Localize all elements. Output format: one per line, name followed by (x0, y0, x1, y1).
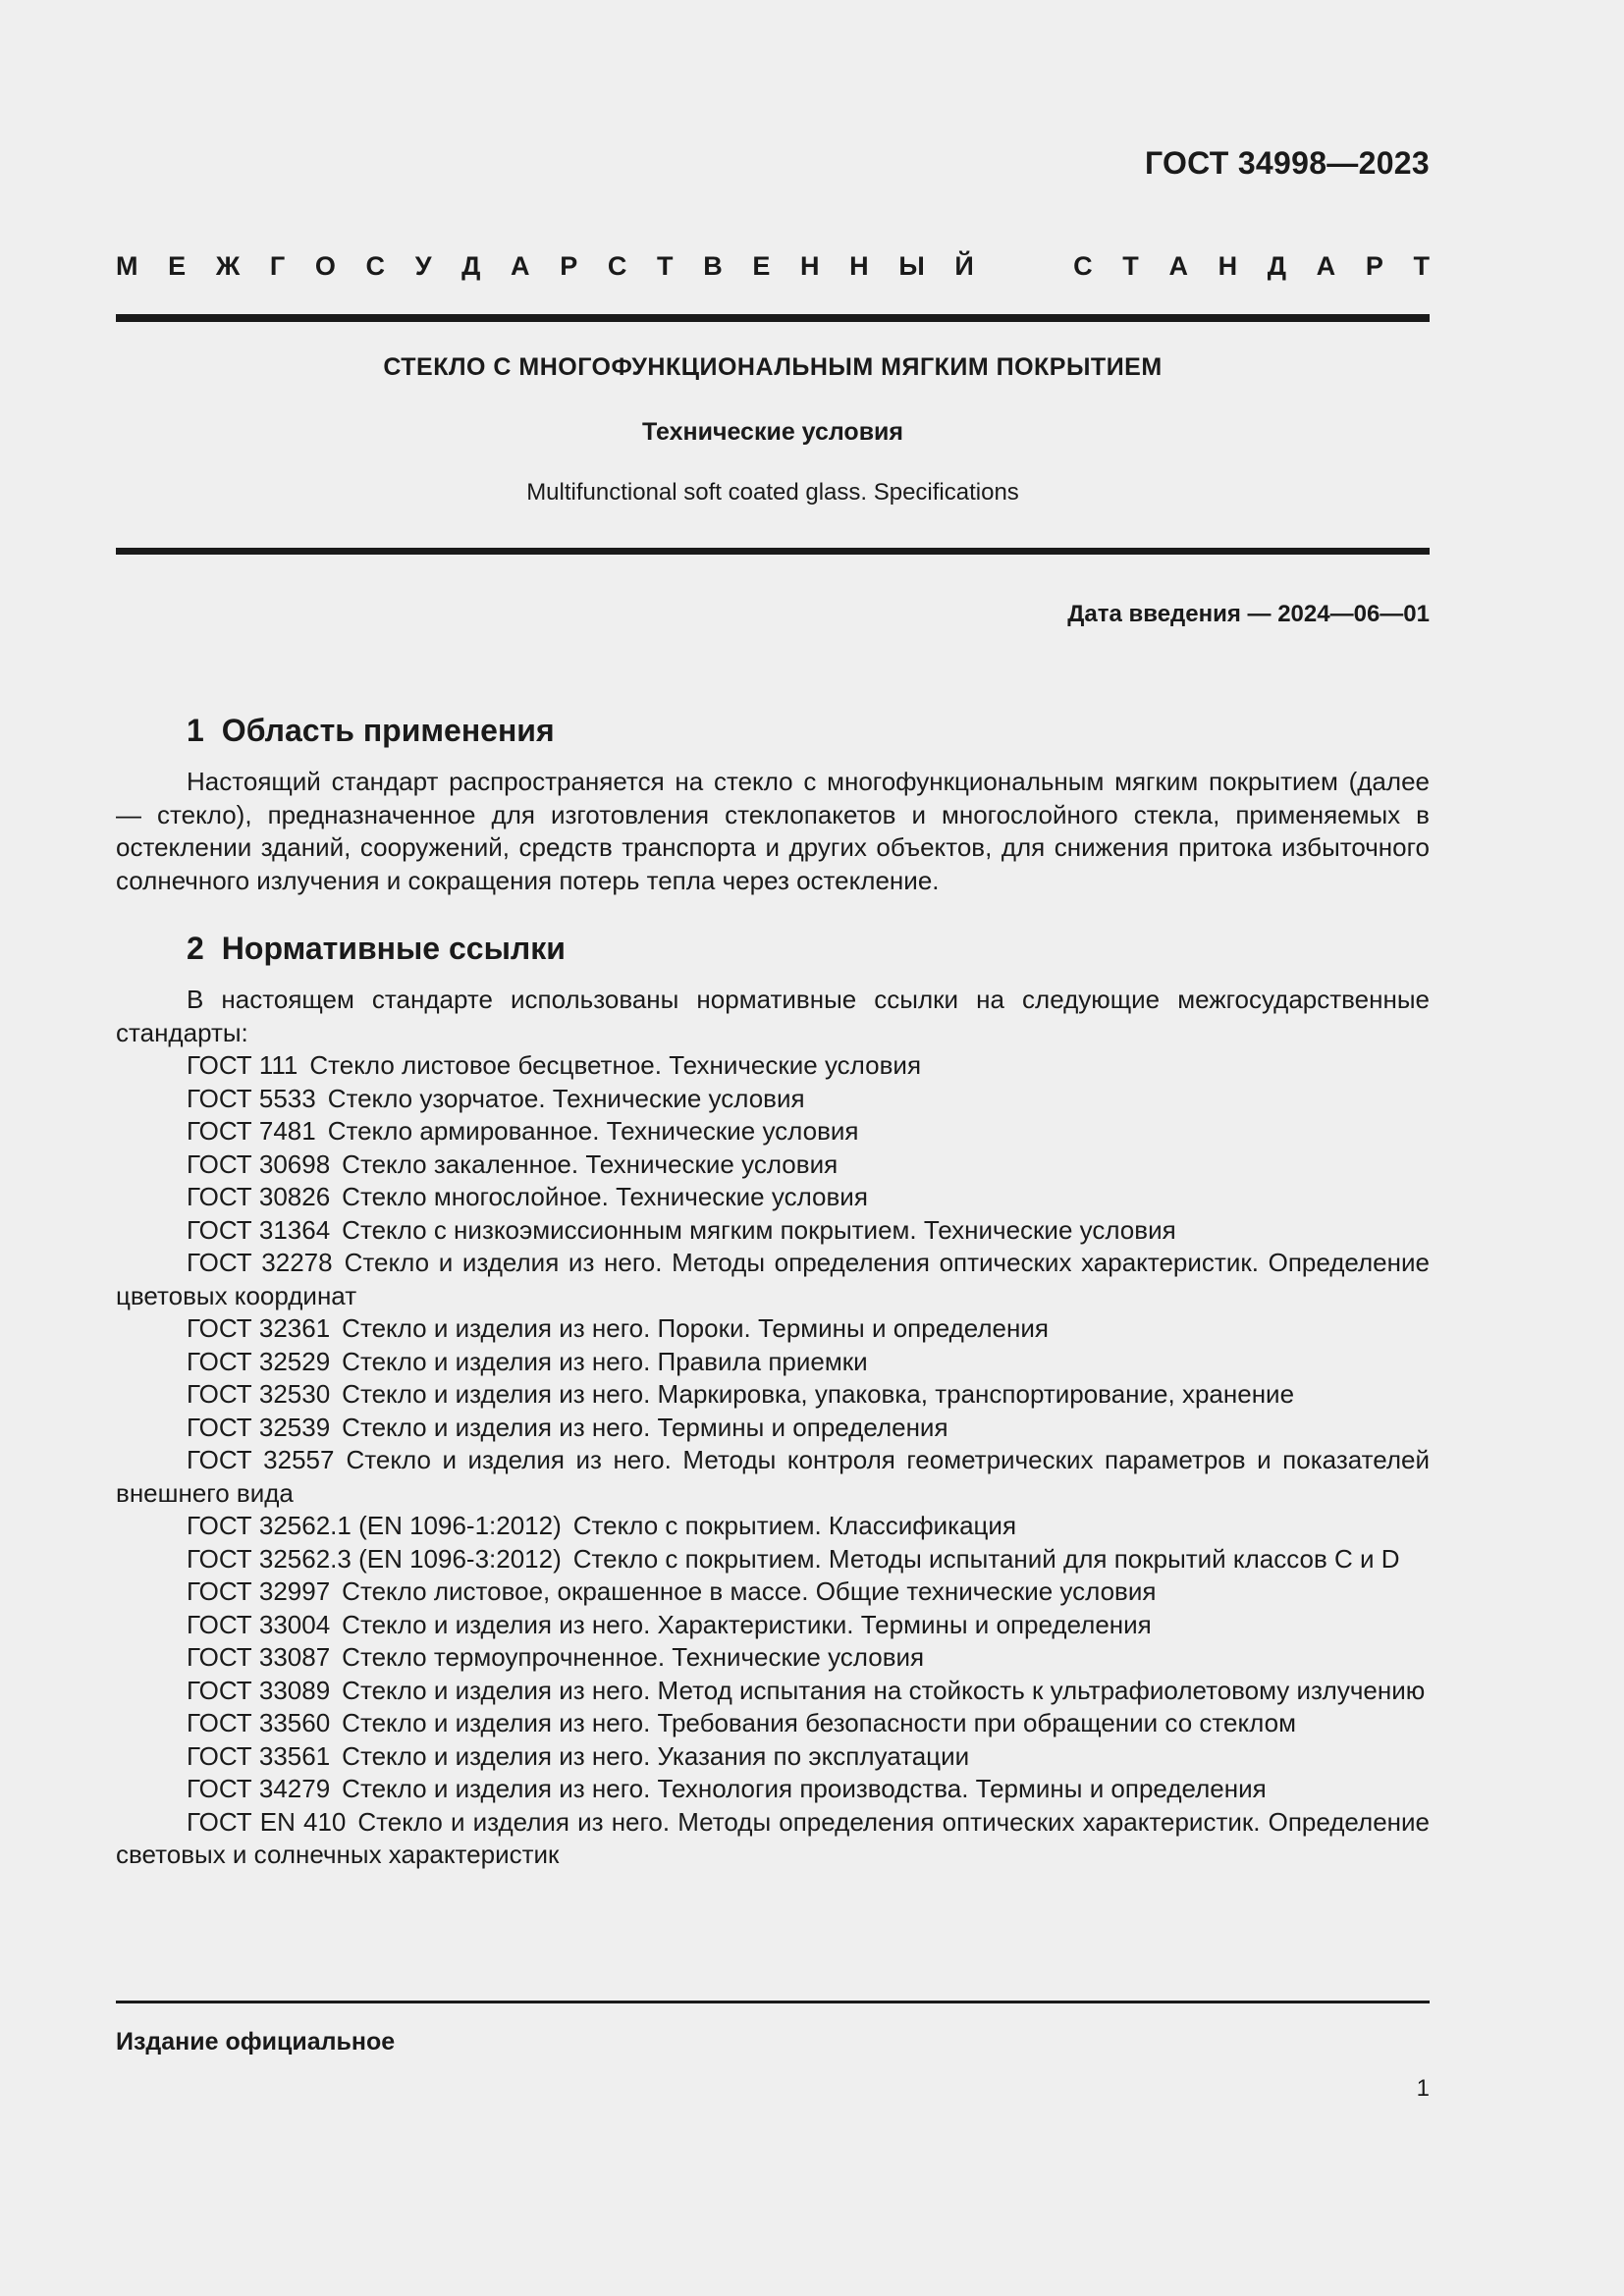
document-title: СТЕКЛО С МНОГОФУНКЦИОНАЛЬНЫМ МЯГКИМ ПОКРЫТИЕМ (383, 353, 1163, 381)
reference-title: Стекло и изделия из него. Правила приемки (342, 1346, 868, 1376)
reference-item (116, 1378, 1430, 1412)
reference-title: Стекло и изделия из него. Методы контроля геометрических параметров и показателей внешнего вида (116, 1445, 1430, 1508)
caption-letter: В (703, 251, 723, 281)
document-body (116, 709, 1430, 1872)
reference-code: ГОСТ 32562.3 (EN 1096-3:2012) (187, 1543, 562, 1574)
reference-title: Стекло и изделия из него. Маркировка, упаковка, транспортирование, хранение (342, 1379, 1295, 1409)
reference-title: Стекло и изделия из него. Пороки. Термины и определения (342, 1313, 1049, 1343)
caption-letter: Р (1365, 251, 1383, 281)
reference-item (116, 1083, 1430, 1116)
caption-letter: Н (1218, 251, 1238, 281)
reference-title: Стекло многослойное. Технические условия (342, 1182, 868, 1211)
section-1-paragraph: Настоящий стандарт распространяется на стекло с многофункциональным мягким покрытием (далее — стекло), предназначенное для изготовления стеклопакетов и многослойного стекла, применяемых в остеклении зданий, сооружений, средств транспорта и других объектов, для снижения притока избыточного солнечного излучения и сокращения потерь тепла через остекление. (116, 767, 1430, 895)
reference-code: ГОСТ 32530 (187, 1379, 331, 1409)
reference-item (116, 1214, 1430, 1248)
edition-label: Издание официальное (116, 2028, 396, 2056)
reference-title: Стекло листовое бесцветное. Технические условия (309, 1050, 922, 1080)
caption-letter: С (365, 251, 386, 281)
reference-code: ГОСТ 34279 (187, 1774, 331, 1803)
reference-code: ГОСТ EN 410 (187, 1806, 347, 1837)
interstate-standard-caption (116, 251, 1430, 282)
reference-item (116, 1609, 1430, 1642)
reference-code: ГОСТ 32529 (187, 1346, 331, 1376)
caption-letter: Д (1267, 251, 1287, 281)
reference-title: Стекло узорчатое. Технические условия (327, 1083, 805, 1113)
caption-letter: Е (752, 251, 771, 281)
caption-letter: Т (1413, 251, 1430, 281)
reference-title: Стекло и изделия из него. Методы определения оптических характеристик. Определение световых и солнечных характеристик (116, 1806, 1430, 1869)
document-subtitle: Технические условия (641, 418, 904, 446)
caption-letter: Д (461, 251, 481, 281)
reference-code: ГОСТ 5533 (187, 1083, 316, 1113)
caption-letter: А (511, 251, 530, 281)
reference-item (116, 1510, 1430, 1543)
reference-code: ГОСТ 111 (187, 1050, 298, 1080)
reference-title: Стекло и изделия из него. Технология производства. Термины и определения (342, 1774, 1267, 1803)
document-title-english: Multifunctional soft coated glass. Specifications (526, 479, 1019, 506)
caption-letter: Т (1122, 251, 1139, 281)
section-number: 2 (187, 931, 204, 966)
reference-item (116, 1346, 1430, 1379)
caption-letter: С (1073, 251, 1093, 281)
reference-title: Стекло и изделия из него. Методы определения оптических характеристик. Определение цветовых координат (116, 1248, 1430, 1310)
reference-item (116, 1543, 1430, 1576)
caption-letter: О (314, 251, 336, 281)
title-rule (116, 548, 1430, 555)
normative-references-list (116, 1049, 1430, 1872)
reference-title: Стекло закаленное. Технические условия (342, 1148, 839, 1179)
reference-item (116, 1641, 1430, 1675)
section-number: 1 (187, 713, 204, 748)
section-1-heading (116, 709, 1430, 752)
reference-title: Стекло с низкоэмиссионным мягким покрытием. Технические условия (342, 1214, 1176, 1245)
reference-item (116, 1312, 1430, 1346)
reference-code: ГОСТ 31364 (187, 1214, 331, 1245)
caption-letter: М (116, 251, 138, 281)
reference-title: Стекло с покрытием. Методы испытаний для покрытий классов C и D (572, 1543, 1400, 1574)
reference-code: ГОСТ 33087 (187, 1642, 331, 1672)
document-number: ГОСТ 34998—2023 (1144, 145, 1430, 181)
reference-item (116, 1444, 1430, 1510)
reference-code: ГОСТ 33560 (187, 1708, 331, 1737)
introduction-date: Дата введения — 2024—06—01 (1067, 601, 1430, 627)
reference-title: Стекло и изделия из него. Характеристики. Термины и определения (342, 1609, 1152, 1639)
reference-title: Стекло армированное. Технические условия (327, 1116, 859, 1146)
caption-letter: Т (657, 251, 674, 281)
document-page (116, 0, 1430, 2296)
caption-letter: С (607, 251, 627, 281)
reference-title: Стекло и изделия из него. Указания по эксплуатации (342, 1740, 970, 1771)
reference-item (116, 1707, 1430, 1740)
reference-code: ГОСТ 32997 (187, 1576, 331, 1606)
reference-code: ГОСТ 33561 (187, 1740, 331, 1771)
caption-letter: А (1168, 251, 1188, 281)
section-2-heading (116, 927, 1430, 970)
caption-letter: Ж (215, 251, 241, 281)
caption-letter: Н (800, 251, 820, 281)
reference-item (116, 1247, 1430, 1312)
reference-code: ГОСТ 33089 (187, 1675, 331, 1705)
reference-item (116, 1806, 1430, 1872)
reference-item (116, 1575, 1430, 1609)
reference-code: ГОСТ 32361 (187, 1313, 331, 1343)
reference-title: Стекло и изделия из него. Термины и определения (342, 1412, 948, 1442)
caption-letter: Е (168, 251, 187, 281)
reference-item (116, 1740, 1430, 1774)
reference-code: ГОСТ 32539 (187, 1412, 331, 1442)
reference-title: Стекло термоупрочненное. Технические условия (342, 1642, 925, 1672)
reference-title: Стекло и изделия из него. Метод испытания на стойкость к ультрафиолетовому излучению (342, 1675, 1426, 1705)
section-title: Область применения (221, 713, 555, 748)
page-number: 1 (1416, 2075, 1430, 2102)
reference-item (116, 1148, 1430, 1182)
reference-item (116, 1049, 1430, 1083)
caption-letter: Р (560, 251, 578, 281)
reference-title: Стекло листовое, окрашенное в массе. Общие технические условия (342, 1576, 1157, 1606)
reference-code: ГОСТ 33004 (187, 1609, 331, 1639)
section-title: Нормативные ссылки (221, 931, 566, 966)
header-rule (116, 314, 1430, 322)
reference-code: ГОСТ 30698 (187, 1148, 331, 1179)
caption-letter: Г (269, 251, 286, 281)
caption-word-gap (1003, 251, 1043, 282)
section-2-intro: В настоящем стандарте использованы нормативные ссылки на следующие межгосударственные стандарты: (116, 985, 1430, 1047)
caption-letter: Й (954, 251, 974, 281)
caption-letter: Ы (898, 251, 925, 281)
reference-code: ГОСТ 32278 (187, 1248, 333, 1277)
reference-item (116, 1181, 1430, 1214)
reference-item (116, 1115, 1430, 1148)
caption-letter: А (1316, 251, 1336, 281)
reference-item (116, 1773, 1430, 1806)
reference-item (116, 1675, 1430, 1708)
footer-rule (116, 2001, 1430, 2003)
reference-code: ГОСТ 32562.1 (EN 1096-1:2012) (187, 1511, 562, 1540)
caption-letter: У (414, 251, 432, 281)
reference-code: ГОСТ 30826 (187, 1182, 331, 1211)
reference-title: Стекло и изделия из него. Требования безопасности при обращении со стеклом (342, 1708, 1296, 1737)
caption-letter: Н (849, 251, 869, 281)
reference-title: Стекло с покрытием. Классификация (572, 1511, 1017, 1540)
reference-item (116, 1412, 1430, 1445)
reference-code: ГОСТ 32557 (187, 1445, 335, 1474)
reference-code: ГОСТ 7481 (187, 1116, 316, 1146)
